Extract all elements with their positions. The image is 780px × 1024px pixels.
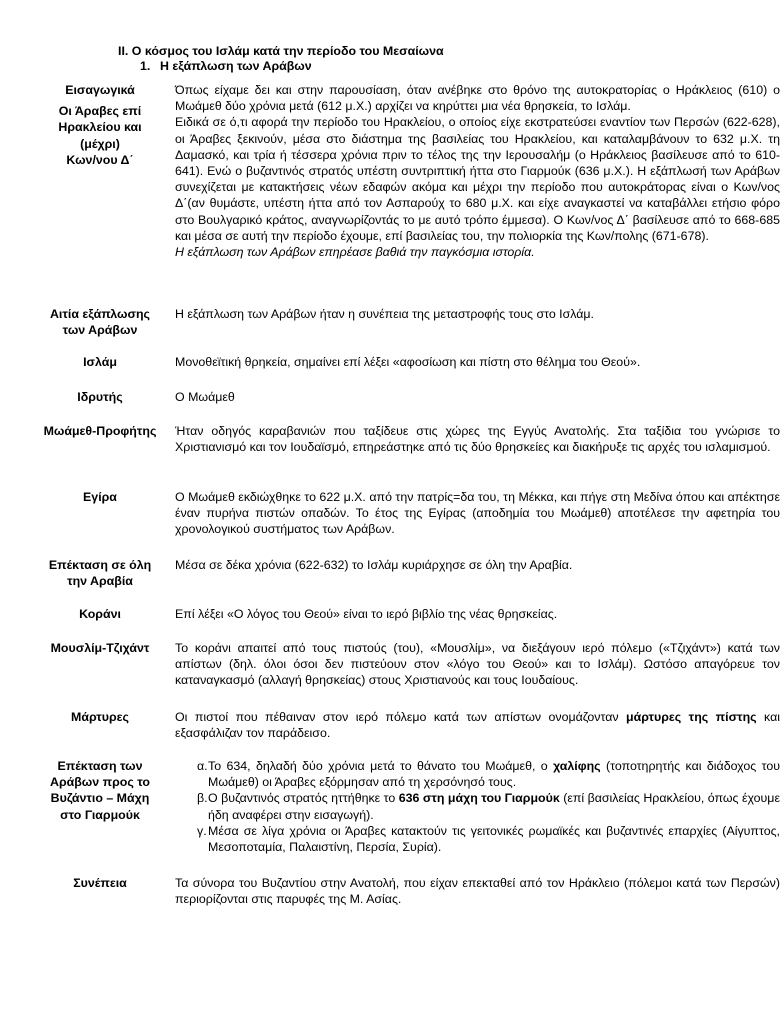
intro-paragraph-3: Η εξάπλωση των Αράβων επηρέασε βαθιά την παγκόσμια ιστορία. — [175, 245, 535, 260]
def-byzantium — [175, 758, 780, 855]
list-marker: β. — [197, 791, 208, 806]
term-line: των Αράβων — [62, 323, 138, 338]
term-prophet — [40, 423, 160, 439]
term-line: Κοράνι — [79, 607, 121, 621]
term-line: Κων/νου Δ΄ — [66, 152, 134, 167]
term-line: στο Γιαρμούκ — [60, 807, 140, 822]
byzantium-list — [175, 758, 780, 855]
term-line: Οι Άραβες επί — [58, 104, 142, 119]
def-arabia: Μέσα σε δέκα χρόνια (622-632) το Ισλάμ κυριάρχησε σε όλη την Αραβία. — [175, 558, 573, 572]
list-text: Ο βυζαντινός στρατός ηττήθηκε το — [208, 791, 399, 806]
martyrs-bold: μάρτυρες της πίστης — [626, 710, 757, 724]
list-text: Το 634, δηλαδή δύο χρόνια μετά το θάνατο του Μωάμεθ, ο — [208, 759, 554, 773]
term-causes — [40, 306, 160, 338]
def-islam: Μονοθεϊτική θρηκεία, σημαίνει επί λέξει «αφοσίωση και πίστη στο θέλημα του Θεού». — [175, 355, 641, 369]
term-line: Συνέπεια — [73, 876, 127, 890]
list-marker: α. — [197, 759, 208, 773]
term-consequence — [40, 875, 160, 891]
def-hegira: Ο Μωάμεθ εκδιώχθηκε το 622 μ.Χ. από την πατρίς=δα του, τη Μέκκα, και πήγε στη Μεδίνα όπου και απέκτησε έναν πυρήνα πιστών οπαδών. Το έτος της Εγίρας (αποδημία του Μωάμεθ) αποτέλεσε την αφετηρία του χρονολογικού συστήματος των Αράβων. — [175, 490, 780, 537]
list-text: Μέσα σε λίγα χρόνια οι Άραβες κατακτούν τις γειτονικές ρωμαϊκές και βυζαντινές επαρχίες (Αίγυπτος, Μεσοποταμία, Παλαιστίνη, Περσία, Συρία). — [208, 823, 780, 855]
list-item — [175, 790, 780, 822]
martyrs-text: Οι πιστοί που πέθαιναν στον ιερό πόλεμο κατά των απίστων ονομάζονταν — [175, 710, 626, 724]
martyrs-text-end: και εξασφάλιζαν τον παράδεισο. — [175, 710, 780, 741]
term-line: Μωάμεθ-Προφήτης — [43, 424, 157, 438]
term-line: Επέκταση σε όλη — [48, 558, 152, 572]
term-line: Εισαγωγικά — [65, 83, 135, 97]
term-arabia — [40, 557, 160, 589]
subsection-heading — [140, 59, 312, 74]
term-line: Αιτία εξάπλωσης — [49, 307, 150, 321]
def-consequence: Τα σύνορα του Βυζαντίου στην Ανατολή, που είχαν επεκταθεί από τον Ηράκλειο (πόλεμοι κατά των Περσών) περιορίζονται στις παρυφές της Μ. Ασίας. — [175, 876, 780, 907]
term-line: Ηρακλείου και — [58, 120, 142, 135]
term-line: Επέκταση των — [57, 759, 143, 773]
term-line: την Αραβία — [67, 574, 133, 589]
def-jihad: Το κοράνι απαιτεί από τους πιστούς (του), «Μουσλίμ», να διεξάγουν ιερό πόλεμο («Τζιχάντ») κατά των απίστων (δηλ. όλοι όσοι δεν πιστεύουν στον «λόγο του Θεού» και το Ισλάμ). Ωστόσο απαγόρευε τον καταναγκασμό (αλλαγή θρησκείας) στους Χριστιανούς και τους Ιουδαίους. — [175, 641, 780, 688]
term-line: (μέχρι) — [80, 136, 120, 151]
term-line: Ισλάμ — [83, 355, 117, 369]
def-causes: Η εξάπλωση των Αράβων ήταν η συνέπεια της μεταστροφής τους στο Ισλάμ. — [175, 307, 594, 321]
def-martyrs — [175, 709, 780, 741]
list-bold: 636 στη μάχη του Γιαρμούκ — [398, 791, 560, 806]
term-islam — [40, 354, 160, 370]
term-jihad — [40, 640, 160, 656]
term-line: Αράβων προς το — [50, 775, 150, 790]
list-item — [175, 758, 780, 790]
term-line: Μουσλίμ-Τζιχάντ — [50, 641, 150, 655]
term-byzantium — [40, 758, 160, 823]
list-marker: γ. — [197, 823, 207, 838]
intro-paragraph-2: Ειδικά σε ό,τι αφορά την περίοδο του Ηρακλείου, ο οποίος είχε εκστρατεύσει εναντίον των Περσών (622-628), οι Άραβες ξεκινούν, μέσα στο διάστημα της βασιλείας του Ηρακλείου, και καταλαμβάνουν το 632 μ.Χ. τη Δαμασκό, και τρία ή τέσσερα χρόνια πριν το τέλος της την Ιερουσαλήμ (ο Ηράκλειος βασίλευσε από το 610-641). Ενώ ο βυζαντινός στρατός υπέστη συντριπτική ήττα στο Γιαρμούκ (636 μ.Χ.). Η εξάπλωσή των Αράβων συνεχίζεται με κατακτήσεις νέων εδαφών ακόμα και μέχρι την περίοδο που αυτοκράτορας είναι ο Κων/νος Δ΄(αν θυμάστε, υπέστη ήττα από τον Ασπαρούχ το 680 μ.Χ. και είχε αναγκαστεί να καταβάλλει ετήσιο φόρο στο Βουλγαρικό κράτος, αναγνωρίζοντάς το με αυτό τρόπο έμμεσα). Ο Κων/νος Δ΄ βασίλευσε από το 668-685 και μέσα σε αυτή την περίοδο έχουμε, επί βασιλείας του, την πολιορκία της Κων/πολης (671-678). — [175, 115, 780, 243]
term-line: Μάρτυρες — [71, 710, 129, 724]
term-koran — [40, 606, 160, 622]
list-text-end: (επί βασιλείας Ηρακλείου, όπως έχουμε ήδη αναφέρει στην εισαγωγή). — [208, 791, 780, 822]
term-line: Ιδρυτής — [77, 390, 123, 404]
term-line: Εγίρα — [83, 490, 117, 504]
def-founder: Ο Μωάμεθ — [175, 390, 235, 404]
def-koran: Επί λέξει «Ο λόγος του Θεού» είναι το ιερό βιβλίο της νέας θρησκείας. — [175, 607, 558, 621]
list-text-end: (τοποτηρητής και διάδοχος του Μωάμεθ) οι Άραβες εξόρμησαν από τη χερσόνησό τους. — [208, 759, 780, 790]
intro-paragraph-1: Όπως είχαμε δει και στην παρουσίαση, όταν ανέβηκε στο θρόνο της αυτοκρατορίας ο Ηράκλειος (610) ο Μωάμεθ δύο χρόνια μετά (612 μ.Χ.) αρχίζει να κηρύττει μια νέα θρησκεία, το Ισλάμ. — [175, 83, 780, 114]
def-intro — [175, 82, 780, 260]
list-bold: χαλίφης — [553, 759, 601, 773]
section-heading: II. Ο κόσμος του Ισλάμ κατά την περίοδο του Μεσαίωνα — [118, 44, 444, 58]
term-hegira — [40, 489, 160, 505]
subsection-title: Η εξάπλωση των Αράβων — [160, 59, 312, 73]
term-martyrs — [40, 709, 160, 725]
term-intro — [40, 82, 160, 168]
subsection-number: 1. — [140, 59, 151, 73]
list-item — [175, 823, 780, 855]
def-prophet: Ήταν οδηγός καραβανιών που ταξίδευε στις χώρες της Εγγύς Ανατολής. Στα ταξίδια του γνώρισε το Χριστιανισμό και τον Ιουδαϊσμό, επηρεάστηκε από τις δύο θρησκείες και διακήρυξε τις αρχές του ισλαμισμού. — [175, 424, 780, 455]
term-founder — [40, 389, 160, 405]
term-line: Βυζάντιο – Μάχη — [50, 791, 150, 806]
